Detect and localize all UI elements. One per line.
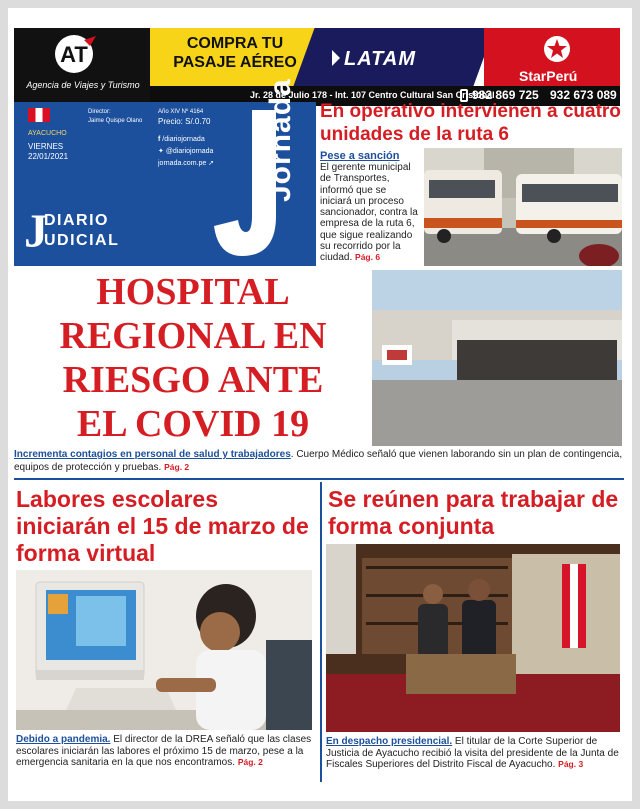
masthead-weekday: VIERNES — [28, 142, 64, 151]
facebook-icon: f — [158, 136, 161, 143]
facebook-handle: /diariojornada — [162, 136, 205, 143]
masthead-social — [158, 134, 214, 170]
director-label: Director: — [88, 109, 111, 115]
operativo-page[interactable]: Pág. 6 — [355, 252, 381, 263]
operativo-kicker: Pese a sanción — [320, 150, 400, 162]
issue-price: Precio: S/.0.70 — [158, 117, 211, 126]
reunion-body: El titular de la Corte Superior de Justicia de Ayacucho recibió la visita del presidente de la Junta de Fiscales Superiores del Distrito Fiscal de Ayacucho. — [326, 736, 619, 770]
hospital-photo — [372, 270, 622, 446]
brand-jornada: Jornada — [264, 78, 297, 202]
ad-phone-2[interactable]: 932 673 089 — [550, 88, 617, 102]
masthead-date-value: 22/01/2021 — [28, 152, 69, 161]
ad-promo-line1: COMPRA TU — [186, 35, 284, 52]
judicial-j-mark: J — [24, 205, 48, 258]
at-logo-icon — [44, 34, 104, 74]
ad-phone-1[interactable]: 982 869 725 — [472, 88, 539, 102]
twitter-handle: @diariojornada — [165, 148, 214, 155]
labores-caption — [16, 734, 316, 769]
lead-line-4: EL COVID 19 — [76, 403, 310, 445]
peru-flag-icon — [28, 108, 50, 122]
section-diario: DIARIO — [44, 212, 109, 229]
lead-body: . Cuerpo Médico señaló que vienen laborando sin un plan de contingencia, equipos de protección y pruebas. — [14, 449, 623, 473]
reunion-headline[interactable]: Se reúnen para trabajar de forma conjunta — [328, 486, 619, 539]
lead-line-2: REGIONAL EN — [59, 315, 327, 357]
operativo-photo — [424, 148, 622, 266]
director-name: Jaime Quispe Olano — [88, 118, 143, 124]
operativo-text: El gerente municipal de Transportes, informó que se iniciará un proceso sancionador, contra la empresa de la ruta 6, que sigue realizando su recorrido por la ciudad. — [320, 162, 418, 264]
ad-agency-block — [14, 28, 150, 106]
reunion-page[interactable]: Pág. 3 — [558, 759, 584, 769]
twitter-link[interactable] — [158, 146, 214, 158]
masthead-issue — [158, 108, 210, 126]
ad-promo-line2: PASAJE AÉREO — [173, 54, 297, 71]
reunion-photo — [326, 544, 620, 732]
web-url: jornada.com.pe — [158, 160, 207, 167]
facebook-link[interactable] — [158, 134, 214, 146]
lead-caption — [14, 449, 624, 474]
ad-promo — [150, 34, 320, 72]
newspaper-front-page — [8, 8, 632, 801]
ad-logo-text: AT — [60, 42, 88, 67]
ad-banner[interactable] — [14, 28, 620, 106]
reunion-caption — [326, 736, 624, 771]
section-judicial: UDICIAL — [44, 232, 120, 249]
ad-airline-latam: LATAM — [344, 48, 417, 70]
masthead-date — [28, 142, 68, 162]
labores-photo — [16, 570, 312, 730]
ad-agency-name: Agencia de Viajes y Turismo — [26, 80, 140, 90]
labores-headline[interactable]: Labores escolares iniciarán el 15 de marzo de forma virtual — [16, 486, 309, 566]
starperu-logo-icon — [544, 36, 570, 62]
ad-airline-starperu: StarPerú — [519, 68, 578, 84]
cursor-icon: ➚ — [208, 160, 215, 167]
reunion-kicker: En despacho presidencial. — [326, 736, 453, 747]
lead-line-1: HOSPITAL — [96, 271, 290, 313]
masthead-director — [88, 108, 142, 126]
lead-headline[interactable] — [18, 270, 368, 446]
ad-address: Jr. 28 de Julio 178 - Int. 107 Centro Cultural San Cristóbal — [250, 90, 495, 100]
divider-horizontal — [14, 478, 624, 480]
lead-kicker: Incrementa contagios en personal de salud y trabajadores — [14, 449, 291, 460]
twitter-icon: ✦ — [158, 148, 164, 155]
operativo-headline[interactable]: En operativo intervienen a cuatro unidades de la ruta 6 — [320, 101, 621, 145]
lead-page[interactable]: Pág. 2 — [164, 462, 190, 472]
masthead-city: AYACUCHO — [28, 130, 67, 137]
divider-vertical — [320, 482, 322, 782]
labores-kicker: Debido a pandemia. — [16, 734, 111, 745]
labores-body: El director de la DREA señaló que las clases escolares iniciarán las labores el próximo 15 de marzo, pese a la emergencia sanitaria en la que nos encontramos. — [16, 734, 312, 768]
issue-number: Año XIV Nº 4164 — [158, 109, 204, 115]
labores-page[interactable]: Pág. 2 — [237, 757, 263, 767]
web-link[interactable] — [158, 158, 214, 170]
operativo-body — [320, 162, 420, 264]
lead-line-3: RIESGO ANTE — [62, 359, 324, 401]
latam-logo-icon — [330, 50, 342, 66]
